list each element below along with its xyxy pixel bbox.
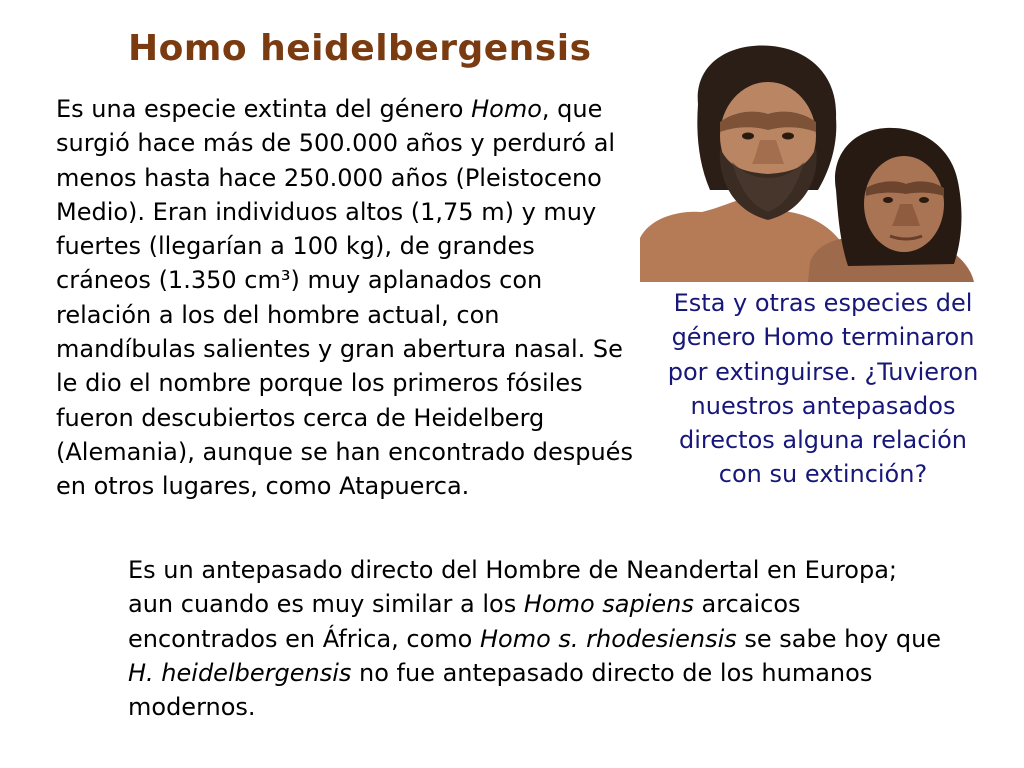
bottom-paragraph [128,553,948,724]
slide-title: Homo heidelbergensis [128,28,592,69]
italic-text-run: Homo [471,95,542,123]
hominid-illustration [640,40,974,282]
italic-text-run: H. heidelbergensis [128,658,352,687]
text-run: Es un antepasado directo del Hombre de Neandertal en Europa; aun cuando es muy similar a los [128,556,898,619]
text-run: Es una especie extinta del género [56,95,472,123]
text-run: se sabe hoy que [736,624,942,653]
italic-text-run: Homo s. rhodesiensis [479,624,737,653]
text-run: , que surgió hace más de 500.000 años y perduró al menos hasta hace 250.000 años (Pleistoceno Medio). Eran individuos altos (1,75 m) y muy fuertes (llegarían a 100 kg), de grandes cráneos (1.350 cm³) muy aplanados con relación a los del hombre actual, con mandíbulas salientes y gran abertura nasal. Se le dio el nombre porque los primeros fósiles fueron descubiertos cerca de Heidelberg (Alemania), aunque se han encontrado después en otros lugares, como Atapuerca. [56,95,633,501]
main-paragraph [56,92,636,504]
italic-text-run: Homo sapiens [523,590,694,619]
image-caption: Esta y otras especies del género Homo terminaron por extinguirse. ¿Tuvieron nuestros antepasados directos alguna relación con su extinción? [667,289,979,489]
text-run: no fue antepasado directo de los humanos modernos. [128,658,873,722]
text-run: arcaicos encontrados en África, como [128,590,801,653]
hominid-reconstruction-image [640,40,974,282]
